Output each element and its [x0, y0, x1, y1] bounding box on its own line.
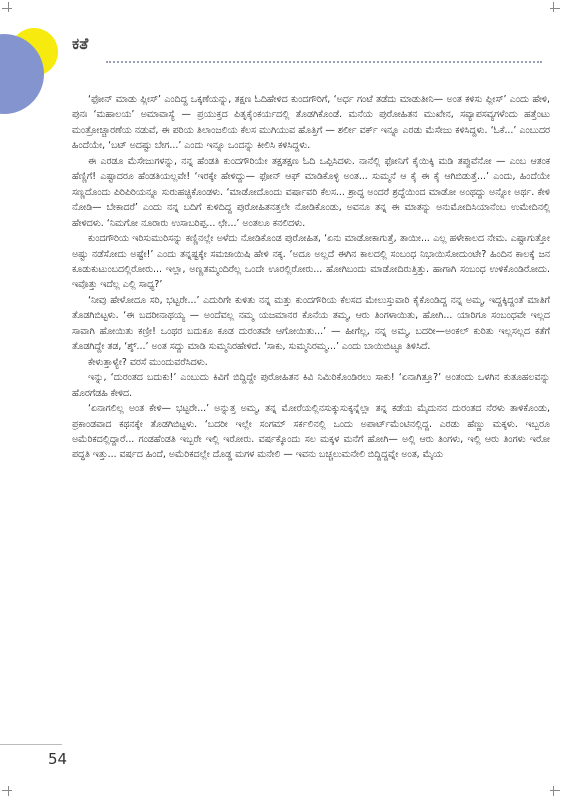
paragraph: ‘ನೀವು ಹೇಳೋದೂ ಸರಿ, ಭಟ್ಟರೇ...’ ಎದುರಿಗೇ ಕುಳಿತು ನನ್ನ ಮತ್ತು ಕುಂದಗೌರಿಯ ಕೆಲಸದ ಮೇಲುಸ್ತುವಾರಿ ಕೈಕೊಂಡಿದ್ದ ನನ್ನ ಅಮ್ಮ, ಇದ್ದಕ್ಕಿದ್ದಂತೆ ಮಾತಿಗೆ ತೊಡಗಿಬಿಟ್ಟಳು. ‘ಈ ಬದರೀನಾಥಯ್ಯ — ಅಂದೆವಲ್ಲ ನಮ್ಮ ಯಜಮಾನರ ಕೊನೆಯ ತಮ್ಮ, ಆರು ತಿಂಗಳಾಯಿತು, ಹೋಗಿ... ಯಾರಿಗೂ ಸಂಬಂಧವೇ ಇಲ್ಲದ ಸಾವಾಗಿ ಹೋಯಿತು ಕಣ್ರೀ! ಒಂಥರ ಬದುಕೂ ಕೂಡ ದುರಂತವೇ ಆಗೋಯಿತು...’ — ಹೀಗೆಲ್ಲ, ನನ್ನ ಅಮ್ಮ, ಬದರೀ—ಅಂಕಲ್ ಕುರಿತು ಇಲ್ಲಸಲ್ಲದ ಕತೆಗೆ ತೊಡಗಿದ್ದೇ ತಡ, ‘ಶ್ಶ್...’ ಅಂತ ಸದ್ದು ಮಾಡಿ ಸುಮ್ಮನಿರಹೇಳಿದೆ. ‘ಸಾಕು, ಸುಮ್ಮನಿರಮ್ಮ...’ ಎಂದು ಬಾಯಿಬಿಟ್ಟೂ ತಿಳಿಸಿದೆ. — [72, 294, 550, 353]
paragraph: ಇನ್ನು, ‘ದುರಂತದ ಬದುಕು!’ ಎಂಬುದು ಕಿವಿಗೆ ಬಿದ್ದಿದ್ದೇ ಪುರೋಹಿತನ ಕಿವಿ ನಿಮಿರಿಕೊಂಡಿರಲು ಸಾಕು! ‘ಏನಾಗಿತ್ತೂ?’ ಅಂತಂದು ಒಳಗಿನ ಕುತೂಹಲವನ್ನು ಹೊರಗೆಡಹಿ ಕೇಳಿದ. — [72, 372, 550, 399]
story-body — [72, 92, 550, 463]
section-title: ಕತೆ — [72, 34, 89, 53]
crop-mark — [553, 786, 554, 796]
page-number: 54 — [48, 750, 68, 768]
crop-mark — [550, 8, 560, 9]
crop-mark — [8, 2, 9, 12]
crop-mark — [2, 790, 12, 791]
paragraph: ‘ಏನಾಗಲಿಲ್ಲ ಅಂತ ಕೇಳಿ— ಭಟ್ಟರೇ...’ ಅನ್ನುತ್ತ ಅಮ್ಮ, ತನ್ನ ಮೋರೆಯಲ್ಲಿನಸುಕ್ಕುಸುಕ್ಕನ್ನೆಲ್ಲಾ ತನ್ನ ಕಡೆಯ ಮೈದುನನ ದುರಂತದ ನೆರಳು ತಾಳಿಕೊಂಡು, ಪ್ರಕಾಂಡವಾದ ಕಥನಕ್ಕೇ ತೊಡಗಿಬಿಟ್ಟಳು. ‘ಬದರೀ ಇಲ್ಲೇ ಸಂಗಮ್ ಸರ್ಕಲಿನಲ್ಲಿ ಒಂದು ಅಪಾರ್ಟ್‌ಮೆಂಟಿನಲ್ಲಿದ್ದ. ಎರಡು ಹೆಣ್ಣು ಮಕ್ಕಳು. ಇಬ್ಬರೂ ಅಮೆರಿಕದಲ್ಲಿದ್ದಾರೆ... ಗಂಡಹೆಂಡತಿ ಇಬ್ಬರೇ ಇಲ್ಲಿ ಇರೋರು. ವರ್ಷಕ್ಕೊಂದು ಸಲ ಮಕ್ಕಳ ಮನೆಗೆ ಹೋಗಿ— ಅಲ್ಲಿ ಆರು ತಿಂಗಳು, ಇಲ್ಲಿ ಆರು ತಿಂಗಳು ಇರೋ ಪದ್ಧತಿ ಇತ್ತು... ವರ್ಷದ ಹಿಂದೆ, ಅಮೆರಿಕದಲ್ಲೇ ದೊಡ್ಡ ಮಗಳ ಮನೇಲಿ — ಇವನು ಬಚ್ಚಲುಮನೇಲಿ ಬಿದ್ದಿದ್ದವ್ನೇ ಅಂತ, ಮೈಯ — [72, 403, 550, 461]
paragraph: ಈ ಎರಡೂ ಮೆಸೇಜುಗಳನ್ನು, ನನ್ನ ಹೆಂಡತಿ ಕುಂದಗೌರಿಯೇ ತಕ್ಷತಕ್ಷಣ ಓದಿ ಒಪ್ಪಿಸಿದಳು. ನಾನೆಲ್ಲಿ ಫೋನಿಗೆ ಕೈಯಿಕ್ಕಿ ಮಡಿ ತಪ್ಪುವೆನೋ — ಎಂಬ ಆತಂಕ ಹೆಣ್ಣಿಗೆ! ಎಷ್ಟಾದರೂ ಹೆಂಡತಿಯಲ್ಲವೇ! ‘ಇರಕ್ಕೇ ಹೇಳಿದ್ದು— ಫೋನ್ ಆಫ್ ಮಾಡಿಕೊಳ್ಳಿ ಅಂತ... ಸುಮ್ಮನೆ ಆ ಕೈ ಈ ಕೈ ಆಗಿಬಿಡುತ್ತೆ...’ ಎಂದು, ಹಿಂದೆಯೇ ಸಣ್ಣದೊಂದು ಪಿರಿಪಿರಿಯನ್ನೂ ಸುರುಹಚ್ಚಿಕೊಂಡಳು. ‘ಮಾಡೋದೊಂದು ವರ್ಷಾವರಿ ಕೆಲಸ... ಶ್ರಾದ್ಧ ಅಂದರೆ ಶ್ರದ್ಧೆಯಿಂದ ಮಾಡೋ ಅಂಥದ್ದು ಅನ್ನೋ ಅರ್ಥ. ಕೇಳಿ ನೋಡಿ— ಬೇಕಾದರೆ’ ಎಂದು ನನ್ನ ಬದಿಗೆ ಕುಳಿದಿದ್ದ ಪುರೋಹಿತನತ್ತಲೇ ನೋಡಿಕೊಂಡು, ಅವನೂ ತನ್ನ ಈ ಮಾತನ್ನು ಅನುಮೋದಿಸಿಯಾನೆಂಬ ಉಮೇದಿನಲ್ಲಿ ಹೇಳಿದಳು. ‘ನಿಮಗೋ ನೂರಾರು ಉಸಾಬರಿಪ್ಪ... ಛೇ...’ ಅಂತಲೂ ಕನಲಿದಳು. — [72, 155, 550, 229]
paragraph: ಕುಂದಗೌರಿಯ ಇರಿಸುಮುರಿಸನ್ನು ಕಣ್ಣಿನಲ್ಲೇ ಅಳೆದು ನೋಡಿಕೊಂಡ ಪುರೋಹಿತ, ‘ಏನು ಮಾಡೋಕಾಗುತ್ತೆ, ತಾಯೀ... ಎಲ್ಲ ಹಳೇಕಾಲದ ನೇಮ. ಎಷ್ಟಾಗುತ್ತೋ ಅಷ್ಟು ನಡೆಸೋದು ಅಷ್ಟೇ!’ ಎಂದು ತನ್ನಷ್ಟಕ್ಕೇ ಸಮಜಾಯಿಷಿ ಹೇಳಿ ನಕ್ಕ. ‘ಅದೂ ಅಲ್ಲದೆ ಈಗಿನ ಕಾಲದಲ್ಲಿ ಸಂಬಂಧ ನಿಭಾಯಿಸೋದುಂಟೇ? ಹಿಂದಿನ ಕಾಲಕ್ಕೆ ಜನ ಕೂಡುಕುಟುಂಬದಲ್ಲಿರೋರು... ಇಲ್ಲಾ, ಅಣ್ಣತಮ್ಮಂದಿರೆಲ್ಲ ಒಂದೇ ಊರಲ್ಲಿರೋರು... ಹೋಗಿಬಂದು ಮಾಡೋದಿರುತ್ತಿತ್ತು. ಹಾಗಾಗಿ ಸಂಬಂಧ ಉಳಿಕೊಂಡಿರೋದು. ಇವೊತ್ತು ಇದೆಲ್ಲ ಎಲ್ಲಿ ಸಾಧ್ಯ?’ — [72, 233, 550, 291]
header-dotted-rule — [106, 61, 542, 63]
crop-mark — [2, 8, 12, 9]
paragraph: ‘ಫೋನ್ ಮಾಡು ಪ್ಲೀಸ್’ ಎಂದಿದ್ದ ಒಕ್ಕಣೆಯನ್ನು, ತಕ್ಷಣ ಓದಿಹೇಳಿದ ಕುಂದಗೌರಿಗೆ, ‘ಅರ್ಧ ಗಂಟೆ ತಡೆದು ಮಾಡುತೀನಿ— ಅಂತ ಕಳಿಸು ಪ್ಲೀಸ್’ ಎಂದು ಹೇಳಿ, ಪುನಃ ‘ಮಹಾಲಯ’ ಅಮಾವಾಸ್ಯೆ — ಪ್ರಯುಕ್ತದ ಪಿತೃಕೈಂಕರ್ಯದಲ್ಲಿ ತೊಡಗಿಕೊಂಡೆ. ಮನೆಯ ಪುರೋಹಿತನ ಮುಖೇನ, ಸವ್ಯಾಪಸವ್ಯಗಳೆಂದು ಹತ್ತೆಂಟು ಮಂತ್ರೋಚ್ಚಾರಣೆಯ ನಡುವೆ, ಈ ಪರಿಯ ತಿಲಾಂಜಲಿಯ ಕೆಲಸ ಮುಗಿಯುವ ಹೊತ್ತಿಗೆ — ಶರ್ಲೀ ವರ್ಕ್ ಇನ್ನೂ ಎರಡು ಮೆಸೇಜು ಕಳಿಸಿದ್ದಳು. ‘ಓಕೆ...’ ಎಂಬುದರ ಹಿಂದೆಯೇ, ‘ಬಟ್ ಅದಷ್ಟು ಬೇಗ...’ ಎಂದು ಇನ್ನೂ ಒಂದನ್ನು ಕೀಲಿಸಿ ಕಳಿಸಿದ್ದಳು. — [72, 94, 550, 152]
paragraph: ಕೇಳುತ್ತಾಳ್ಯೇ? ವರಸೆ ಮುಂದುವರೆಸಿದಳು. — [88, 356, 208, 368]
footer-rule — [0, 744, 62, 745]
crop-mark — [550, 790, 560, 791]
crop-mark — [553, 2, 554, 12]
crop-mark — [8, 786, 9, 796]
